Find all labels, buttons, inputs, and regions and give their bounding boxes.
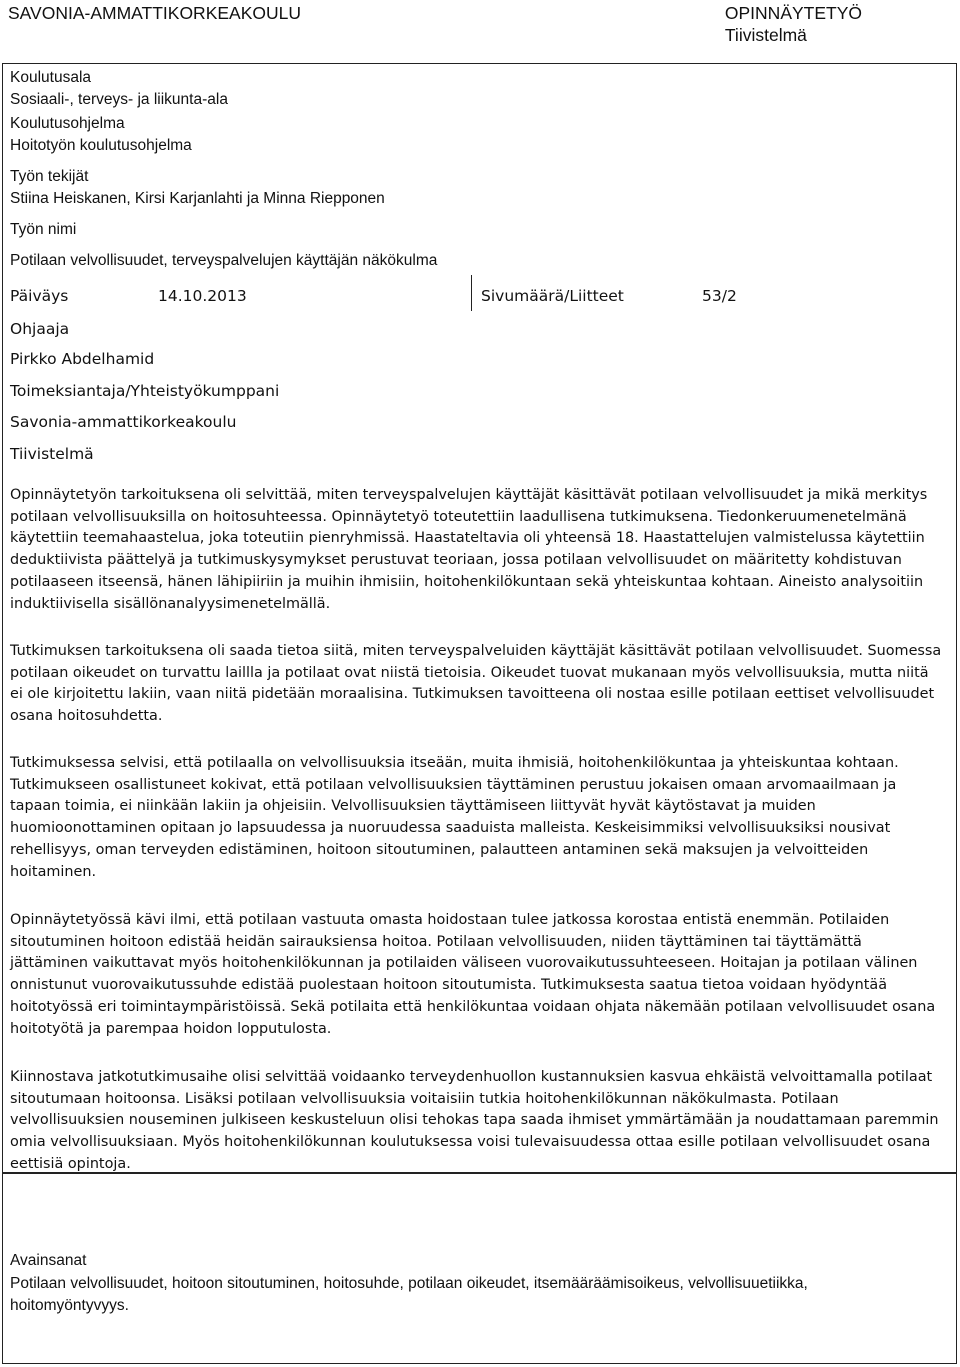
- supervisor-label: Ohjaaja: [10, 320, 70, 338]
- document-type: OPINNÄYTETYÖ: [724, 3, 862, 23]
- field-value: Sosiaali-, terveys- ja liikunta-ala: [10, 91, 228, 108]
- commissioner-value: Savonia-ammattikorkeakoulu: [10, 413, 237, 431]
- abstract-paragraph-2: Tutkimuksen tarkoituksena oli saada tietoa siitä, miten terveyspalveluiden käyttäjät käsittävät potilaan velvollisuudet. Suomessa potilaan oikeudet on turvattu laillla ja potilaat ovat niistä tietoisia. Oikeudet tuovat mukanaan myös velvollisuuksia, mutta niitä ei ole kirjoitettu lakiin, vaan niitä pidetään moraalisina. Tutkimuksen tavoitteena oli nostaa esille potilaan eettiset velvollisuudet osana hoitosuhdetta.: [10, 643, 942, 725]
- date-cell-divider: [471, 275, 472, 311]
- authors-label: Työn tekijät: [10, 168, 89, 185]
- field-label: Koulutusala: [10, 69, 92, 86]
- date-label: Päiväys: [10, 287, 69, 305]
- abstract-paragraph-1: Opinnäytetyön tarkoituksena oli selvittää, miten terveyspalvelujen käyttäjät käsittävät potilaan velvollisuudet ja mikä merkitys potilaan velvollisuuksilla on hoitosuhteessa. Opinnäytetyö toteutettiin laadullisena tutkimuksena. Tiedonkeruumenetelmänä käytettiin teemahaastelua, joka toteutiin pienryhmissä. Haastateltavia oli yhteensä 18. Haastattelujen valmistelussa käytettiin deduktiivista päättelyä ja tutkimuskysymykset perustuvat teoriaan, jossa potilaan velvollisuudet on määritetty kohdistuvan potilaaseen itseensä, hänen lähipiiriin ja muihin ihmisiin, hoitohenkilökuntaan sekä yhteiskuntaa kohtaan. Aineisto analysoitiin induktiivisella sisällönanalyysimenetelmällä.: [10, 487, 928, 612]
- authors-value: Stiina Heiskanen, Kirsi Karjanlahti ja Minna Riepponen: [10, 190, 385, 207]
- commissioner-label: Toimeksiantaja/Yhteistyökumppani: [10, 382, 280, 400]
- supervisor-value: Pirkko Abdelhamid: [10, 350, 155, 368]
- abstract-paragraph-3: Tutkimuksessa selvisi, että potilaalla on velvollisuuksia itseään, muita ihmisiä, hoitohenkilökuntaa ja yhteiskuntaa kohtaan. Tutkimukseen osallistuneet kokivat, että potilaan velvollisuuksien täyttäminen perustuu jokaisen omaan arvomaailmaan ja tapaan toimia, ei niinkään lakiin ja ohjeisiin. Velvollisuuksien täyttämiseen liittyvät hyvät käytöstavat ja muiden huomioonottaminen opitaan jo lapsuudessa ja nuoruudessa saaduista malleista. Keskeisimmiksi velvollisuuksiksi nousivat rehellisyys, oman terveyden edistäminen, hoitoon sitoutuminen, palautteen antaminen sekä maksujen ja velvoitteiden hoitaminen.: [10, 755, 899, 880]
- abstract-paragraph-5: Kiinnostava jatkotutkimusaihe olisi selvittää voidaanko terveydenhuollon kustannuksien kasvua ehkäistä velvoittamalla potilaat sitoutumaan hoitoonsa. Lisäksi potilaan velvollisuuksia voitaisiin tutkia hoitohenkilökunnan näkökulmasta. Potilaan velvollisuuksien nouseminen julkiseen keskusteluun olisi tehokas tapa saada ihmiset ymmärtämään ja noudattamaan paremmin omia velvollisuuksiaan. Myös hoitohenkilökunnan koulutuksessa voisi tulevaisuudessa ottaa esille potilaan velvollisuudet osana eettisiä opintoja.: [10, 1069, 939, 1172]
- document-type-block: [725, 2, 862, 46]
- programme-label: Koulutusohjelma: [10, 115, 125, 132]
- date-value: 14.10.2013: [158, 287, 247, 305]
- title-value: Potilaan velvollisuudet, terveyspalvelujen käyttäjän näkökulma: [10, 252, 438, 269]
- programme-value: Hoitotyön koulutusohjelma: [10, 137, 192, 154]
- document-subtype: Tiivistelmä: [724, 25, 807, 45]
- pages-label: Sivumäärä/Liitteet: [481, 287, 624, 305]
- abstract-paragraph-4: Opinnäytetyössä kävi ilmi, että potilaan vastuuta omasta hoidostaan tulee jatkossa korostaa entistä enemmän. Potilaiden sitoutuminen hoitoon edistää heidän sairauksiensa hoitoa. Potilaan velvollisuuden, niiden täyttäminen tai täyttämättä jättäminen vaikuttavat myös hoitohenkilökunnan ja potilaiden väliseen vuorovaikutussuhteeseen. Hoitajan ja potilaan välinen onnistunut vuorovaikutussuhde edistää puolestaan hoitoon sitoutumista. Tutkimuksesta saatua tietoa voidaan hyödyntää hoitotyössä eri toimintaympäristöissä. Sekä potilaita että henkilökuntaa voidaan ohjata näkemään potilaan velvollisuudet osana hoitotyötä ja parempaa hoidon lopputulosta.: [10, 912, 936, 1037]
- institution-name: SAVONIA-AMMATTIKORKEAKOULU: [8, 3, 302, 23]
- keywords-value: Potilaan velvollisuudet, hoitoon sitoutuminen, hoitosuhde, potilaan oikeudet, itsemääräämisoikeus, velvollisuuetiikka, hoitomyöntyvyys.: [10, 1275, 808, 1314]
- keywords-box: [2, 1172, 957, 1364]
- pages-value: 53/2: [702, 287, 737, 305]
- keywords-label: Avainsanat: [10, 1252, 87, 1269]
- title-label: Työn nimi: [10, 221, 77, 238]
- abstract-label: Tiivistelmä: [10, 445, 94, 463]
